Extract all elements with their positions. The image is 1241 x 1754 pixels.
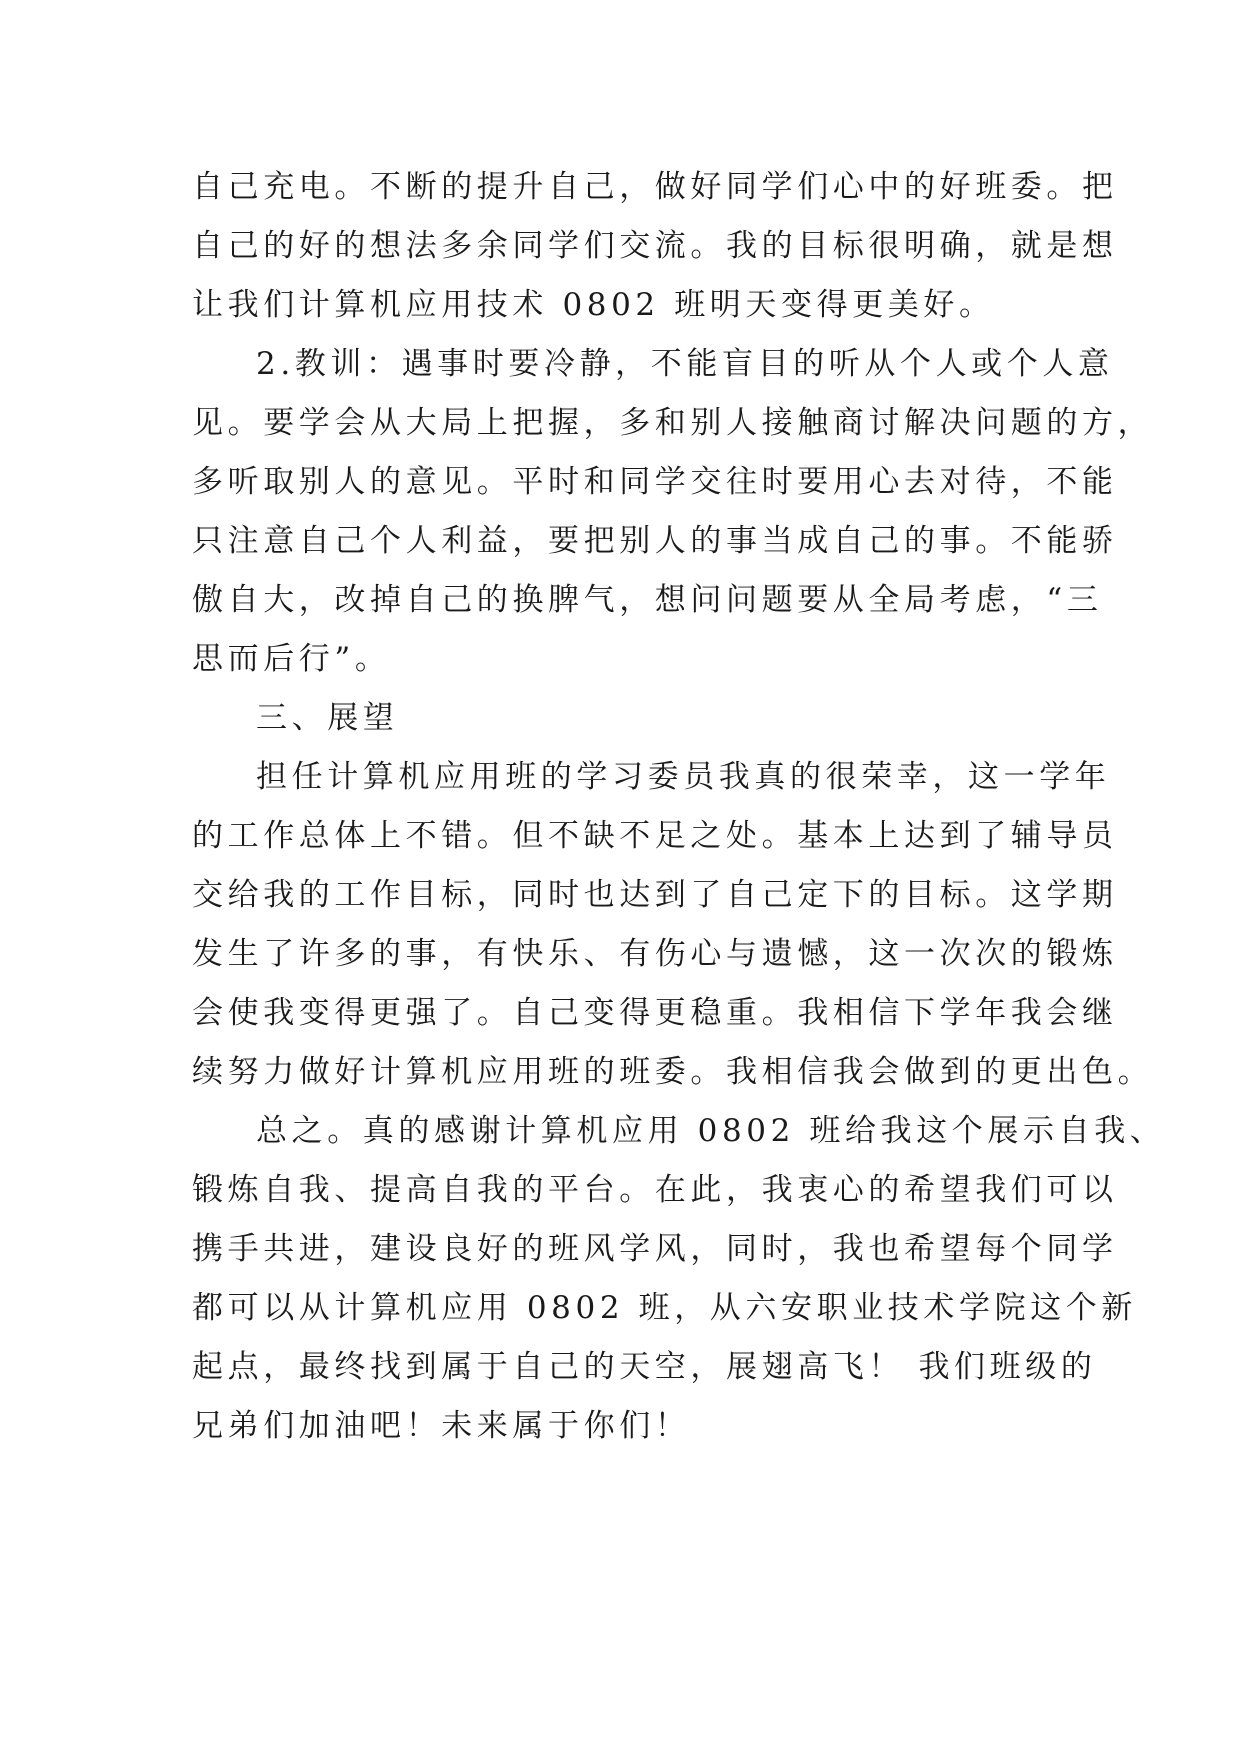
text-line: 锻炼自我、提高自我的平台。在此，我衷心的希望我们可以 (192, 1172, 1118, 1208)
text-line: 自己的好的想法多余同学们交流。我的目标很明确，就是想 (192, 228, 1118, 264)
text-line: 思而后行”。 (192, 641, 391, 677)
conclusion-paragraph-start: 总之。真的感谢计算机应用 0802 班给我这个展示自我、 (256, 1113, 1166, 1149)
text-line: 傲自大，改掉自己的换脾气，想问问题要从全局考虑，“三 (192, 582, 1103, 618)
lesson-paragraph-start: 2.教训：遇事时要冷静，不能盲目的听从个人或个人意 (256, 346, 1114, 382)
text-line: 让我们计算机应用技术 0802 班明天变得更美好。 (192, 287, 995, 323)
text-line: 发生了许多的事，有快乐、有伤心与遗憾，这一次次的锻炼 (192, 936, 1118, 972)
text-line: 携手共进，建设良好的班风学风，同时，我也希望每个同学 (192, 1231, 1118, 1267)
text-line: 自己充电。不断的提升自己，做好同学们心中的好班委。把 (192, 169, 1118, 205)
text-line: 多听取别人的意见。平时和同学交往时要用心去对待，不能 (192, 464, 1118, 500)
text-line: 的工作总体上不错。但不缺不足之处。基本上达到了辅导员 (192, 818, 1118, 854)
text-line: 都可以从计算机应用 0802 班，从六安职业技术学院这个新 (192, 1290, 1137, 1326)
text-line: 兄弟们加油吧！未来属于你们！ (192, 1408, 691, 1444)
body-text (192, 158, 1166, 1456)
text-line: 见。要学会从大局上把握，多和别人接触商讨解决问题的方， (192, 405, 1154, 441)
text-line: 交给我的工作目标，同时也达到了自己定下的目标。这学期 (192, 877, 1118, 913)
text-line: 会使我变得更强了。自己变得更稳重。我相信下学年我会继 (192, 995, 1118, 1031)
text-line: 起点，最终找到属于自己的天空，展翅高飞！ 我们班级的 (192, 1349, 1097, 1385)
text-line: 续努力做好计算机应用班的班委。我相信我会做到的更出色。 (192, 1054, 1154, 1090)
outlook-paragraph-start: 担任计算机应用班的学习委员我真的很荣幸，这一学年 (256, 759, 1111, 795)
section-heading-outlook: 三、展望 (256, 700, 399, 736)
text-line: 只注意自己个人利益，要把别人的事当成自己的事。不能骄 (192, 523, 1118, 559)
